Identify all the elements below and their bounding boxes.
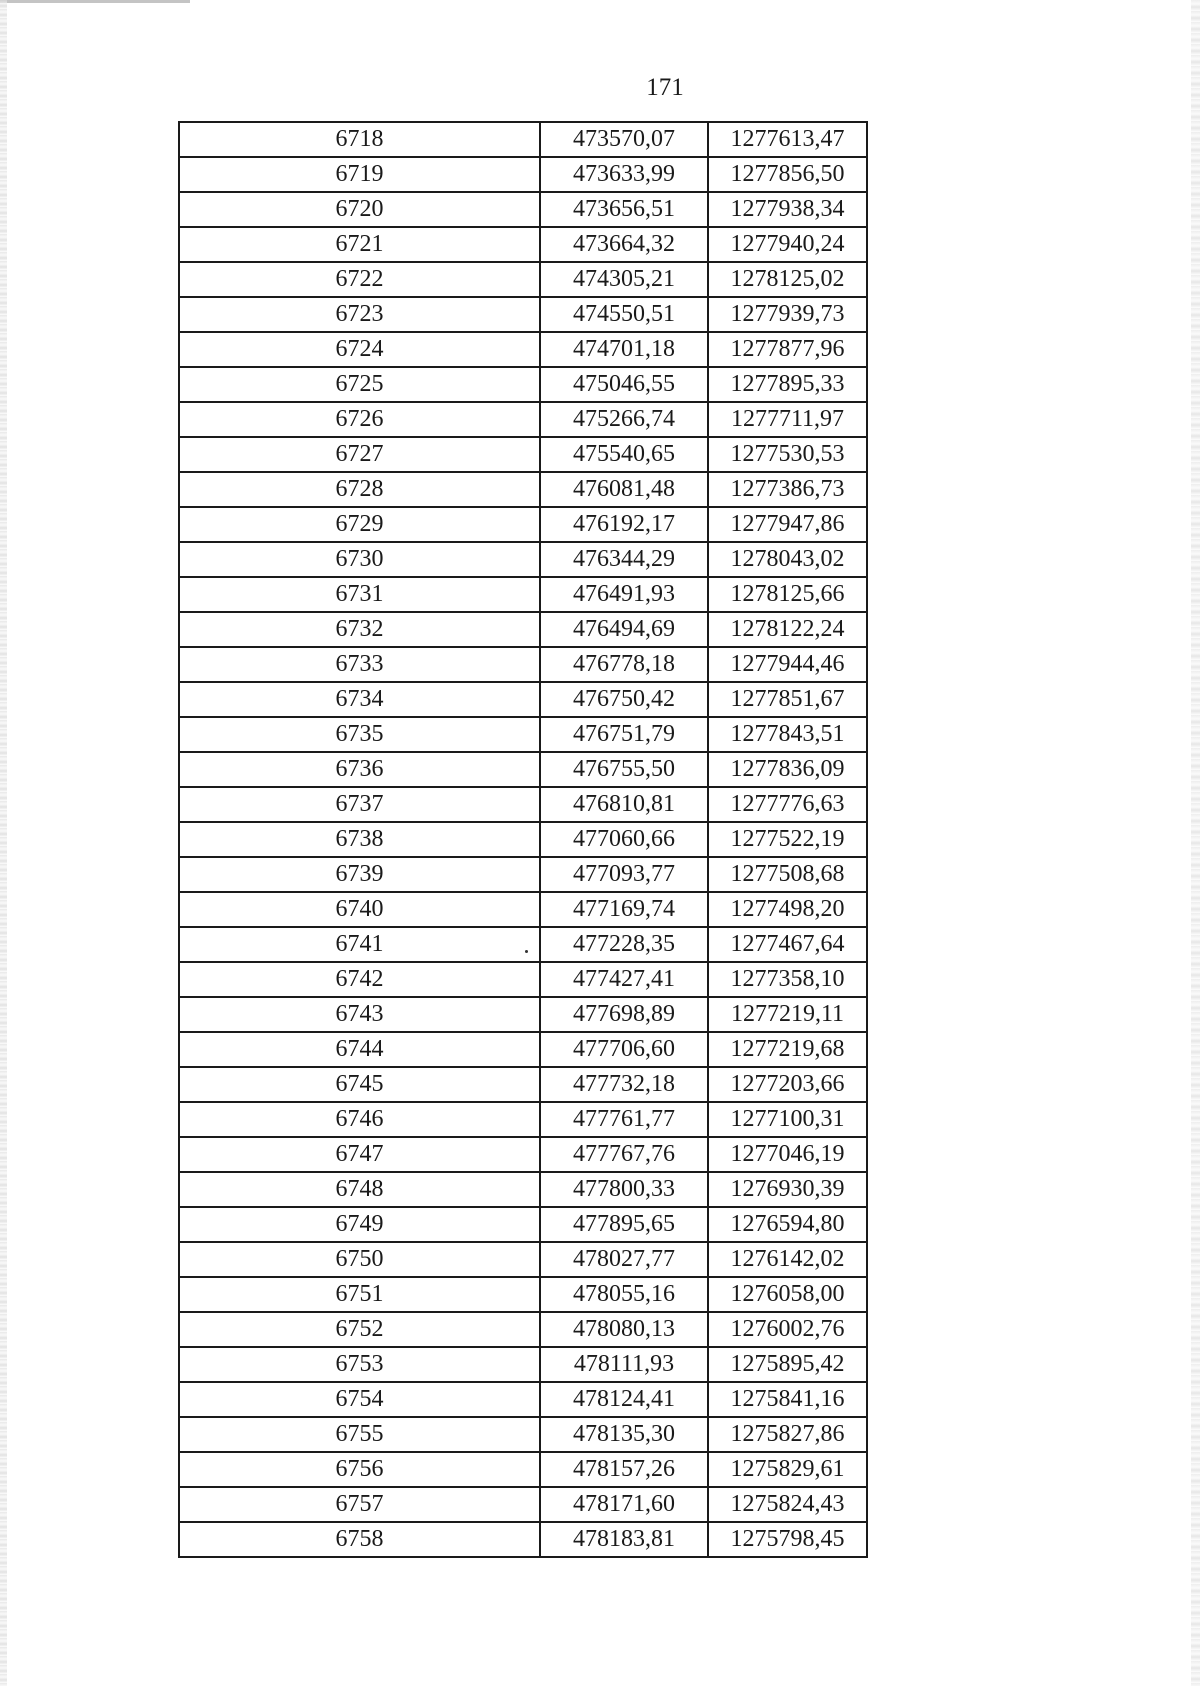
point-number-cell: 6732	[179, 612, 540, 647]
point-number-cell: 6720	[179, 192, 540, 227]
point-number-cell: 6745	[179, 1067, 540, 1102]
page-number: 171	[646, 74, 684, 101]
point-number-cell: 6722	[179, 262, 540, 297]
y-coordinate-cell: 1277522,19	[708, 822, 867, 857]
y-coordinate-cell: 1278122,24	[708, 612, 867, 647]
table-row	[179, 437, 867, 472]
y-coordinate-cell: 1275824,43	[708, 1487, 867, 1522]
x-coordinate-cell: 474305,21	[540, 262, 708, 297]
table-row	[179, 787, 867, 822]
point-number-cell: 6736	[179, 752, 540, 787]
x-coordinate-cell: 478171,60	[540, 1487, 708, 1522]
x-coordinate-cell: 476778,18	[540, 647, 708, 682]
table-row	[179, 857, 867, 892]
table-row	[179, 1137, 867, 1172]
table-row	[179, 647, 867, 682]
table-row	[179, 752, 867, 787]
point-number-cell: 6750	[179, 1242, 540, 1277]
x-coordinate-cell: 478027,77	[540, 1242, 708, 1277]
point-number-cell: 6737	[179, 787, 540, 822]
y-coordinate-cell: 1278043,02	[708, 542, 867, 577]
x-coordinate-cell: 476755,50	[540, 752, 708, 787]
x-coordinate-cell: 478183,81	[540, 1522, 708, 1557]
table-row	[179, 1242, 867, 1277]
table-row	[179, 1277, 867, 1312]
x-coordinate-cell: 477698,89	[540, 997, 708, 1032]
x-coordinate-cell: 473633,99	[540, 157, 708, 192]
table-row	[179, 927, 867, 962]
point-number-cell: 6744	[179, 1032, 540, 1067]
y-coordinate-cell: 1276002,76	[708, 1312, 867, 1347]
x-coordinate-cell: 478135,30	[540, 1417, 708, 1452]
scan-speck	[525, 950, 528, 953]
point-number-cell: 6757	[179, 1487, 540, 1522]
point-number-cell: 6738	[179, 822, 540, 857]
point-number-cell: 6739	[179, 857, 540, 892]
table-row	[179, 1102, 867, 1137]
y-coordinate-cell: 1277203,66	[708, 1067, 867, 1102]
y-coordinate-cell: 1277508,68	[708, 857, 867, 892]
table-row	[179, 577, 867, 612]
x-coordinate-cell: 476344,29	[540, 542, 708, 577]
y-coordinate-cell: 1277940,24	[708, 227, 867, 262]
x-coordinate-cell: 475046,55	[540, 367, 708, 402]
coordinates-table-body	[179, 122, 867, 1557]
x-coordinate-cell: 478157,26	[540, 1452, 708, 1487]
y-coordinate-cell: 1277219,11	[708, 997, 867, 1032]
x-coordinate-cell: 473570,07	[540, 122, 708, 157]
y-coordinate-cell: 1277939,73	[708, 297, 867, 332]
x-coordinate-cell: 477767,76	[540, 1137, 708, 1172]
table-row	[179, 262, 867, 297]
x-coordinate-cell: 474550,51	[540, 297, 708, 332]
table-row	[179, 472, 867, 507]
table-row	[179, 717, 867, 752]
y-coordinate-cell: 1277711,97	[708, 402, 867, 437]
table-row	[179, 997, 867, 1032]
scan-edge-top	[0, 0, 190, 3]
y-coordinate-cell: 1277467,64	[708, 927, 867, 962]
point-number-cell: 6723	[179, 297, 540, 332]
y-coordinate-cell: 1277100,31	[708, 1102, 867, 1137]
table-row	[179, 1032, 867, 1067]
x-coordinate-cell: 476810,81	[540, 787, 708, 822]
y-coordinate-cell: 1277944,46	[708, 647, 867, 682]
x-coordinate-cell: 477800,33	[540, 1172, 708, 1207]
y-coordinate-cell: 1277938,34	[708, 192, 867, 227]
point-number-cell: 6740	[179, 892, 540, 927]
y-coordinate-cell: 1275827,86	[708, 1417, 867, 1452]
point-number-cell: 6754	[179, 1382, 540, 1417]
table-row	[179, 122, 867, 157]
x-coordinate-cell: 477169,74	[540, 892, 708, 927]
point-number-cell: 6749	[179, 1207, 540, 1242]
x-coordinate-cell: 477732,18	[540, 1067, 708, 1102]
x-coordinate-cell: 477093,77	[540, 857, 708, 892]
point-number-cell: 6747	[179, 1137, 540, 1172]
table-row	[179, 1452, 867, 1487]
table-row	[179, 1417, 867, 1452]
table-row	[179, 297, 867, 332]
table-row	[179, 1487, 867, 1522]
table-row	[179, 507, 867, 542]
x-coordinate-cell: 477761,77	[540, 1102, 708, 1137]
point-number-cell: 6751	[179, 1277, 540, 1312]
x-coordinate-cell: 477228,35	[540, 927, 708, 962]
table-row	[179, 1312, 867, 1347]
point-number-cell: 6756	[179, 1452, 540, 1487]
x-coordinate-cell: 478080,13	[540, 1312, 708, 1347]
point-number-cell: 6742	[179, 962, 540, 997]
table-row	[179, 367, 867, 402]
point-number-cell: 6726	[179, 402, 540, 437]
y-coordinate-cell: 1277046,19	[708, 1137, 867, 1172]
table-row	[179, 822, 867, 857]
y-coordinate-cell: 1278125,02	[708, 262, 867, 297]
point-number-cell: 6727	[179, 437, 540, 472]
table-row	[179, 1347, 867, 1382]
table-row	[179, 157, 867, 192]
point-number-cell: 6728	[179, 472, 540, 507]
y-coordinate-cell: 1277843,51	[708, 717, 867, 752]
y-coordinate-cell: 1277947,86	[708, 507, 867, 542]
x-coordinate-cell: 475540,65	[540, 437, 708, 472]
scan-edge-right	[1191, 0, 1200, 1686]
y-coordinate-cell: 1277877,96	[708, 332, 867, 367]
x-coordinate-cell: 478111,93	[540, 1347, 708, 1382]
table-row	[179, 1207, 867, 1242]
y-coordinate-cell: 1277895,33	[708, 367, 867, 402]
table-row	[179, 227, 867, 262]
point-number-cell: 6731	[179, 577, 540, 612]
x-coordinate-cell: 477895,65	[540, 1207, 708, 1242]
table-row	[179, 542, 867, 577]
point-number-cell: 6746	[179, 1102, 540, 1137]
point-number-cell: 6735	[179, 717, 540, 752]
x-coordinate-cell: 476081,48	[540, 472, 708, 507]
y-coordinate-cell: 1276058,00	[708, 1277, 867, 1312]
x-coordinate-cell: 477706,60	[540, 1032, 708, 1067]
scan-edge-left	[0, 0, 7, 1686]
table-row	[179, 332, 867, 367]
table-row	[179, 192, 867, 227]
y-coordinate-cell: 1277613,47	[708, 122, 867, 157]
table-row	[179, 612, 867, 647]
x-coordinate-cell: 474701,18	[540, 332, 708, 367]
table-row	[179, 1067, 867, 1102]
y-coordinate-cell: 1276142,02	[708, 1242, 867, 1277]
table-row	[179, 962, 867, 997]
y-coordinate-cell: 1278125,66	[708, 577, 867, 612]
y-coordinate-cell: 1277498,20	[708, 892, 867, 927]
point-number-cell: 6719	[179, 157, 540, 192]
point-number-cell: 6758	[179, 1522, 540, 1557]
y-coordinate-cell: 1277386,73	[708, 472, 867, 507]
point-number-cell: 6725	[179, 367, 540, 402]
table-row	[179, 1172, 867, 1207]
y-coordinate-cell: 1277530,53	[708, 437, 867, 472]
point-number-cell: 6748	[179, 1172, 540, 1207]
y-coordinate-cell: 1277856,50	[708, 157, 867, 192]
point-number-cell: 6752	[179, 1312, 540, 1347]
x-coordinate-cell: 475266,74	[540, 402, 708, 437]
x-coordinate-cell: 476750,42	[540, 682, 708, 717]
y-coordinate-cell: 1277219,68	[708, 1032, 867, 1067]
table-row	[179, 1522, 867, 1557]
point-number-cell: 6729	[179, 507, 540, 542]
point-number-cell: 6724	[179, 332, 540, 367]
y-coordinate-cell: 1276930,39	[708, 1172, 867, 1207]
x-coordinate-cell: 476491,93	[540, 577, 708, 612]
y-coordinate-cell: 1275895,42	[708, 1347, 867, 1382]
x-coordinate-cell: 478124,41	[540, 1382, 708, 1417]
point-number-cell: 6743	[179, 997, 540, 1032]
point-number-cell: 6718	[179, 122, 540, 157]
y-coordinate-cell: 1275841,16	[708, 1382, 867, 1417]
x-coordinate-cell: 478055,16	[540, 1277, 708, 1312]
point-number-cell: 6755	[179, 1417, 540, 1452]
point-number-cell: 6753	[179, 1347, 540, 1382]
table-row	[179, 1382, 867, 1417]
y-coordinate-cell: 1277836,09	[708, 752, 867, 787]
y-coordinate-cell: 1275798,45	[708, 1522, 867, 1557]
point-number-cell: 6734	[179, 682, 540, 717]
point-number-cell: 6733	[179, 647, 540, 682]
x-coordinate-cell: 477427,41	[540, 962, 708, 997]
coordinates-table	[178, 121, 868, 1558]
x-coordinate-cell: 477060,66	[540, 822, 708, 857]
table-row	[179, 892, 867, 927]
point-number-cell: 6741	[179, 927, 540, 962]
y-coordinate-cell: 1276594,80	[708, 1207, 867, 1242]
table-row	[179, 682, 867, 717]
x-coordinate-cell: 476751,79	[540, 717, 708, 752]
x-coordinate-cell: 473664,32	[540, 227, 708, 262]
y-coordinate-cell: 1277358,10	[708, 962, 867, 997]
y-coordinate-cell: 1275829,61	[708, 1452, 867, 1487]
table-row	[179, 402, 867, 437]
x-coordinate-cell: 473656,51	[540, 192, 708, 227]
y-coordinate-cell: 1277851,67	[708, 682, 867, 717]
x-coordinate-cell: 476494,69	[540, 612, 708, 647]
point-number-cell: 6730	[179, 542, 540, 577]
y-coordinate-cell: 1277776,63	[708, 787, 867, 822]
x-coordinate-cell: 476192,17	[540, 507, 708, 542]
point-number-cell: 6721	[179, 227, 540, 262]
